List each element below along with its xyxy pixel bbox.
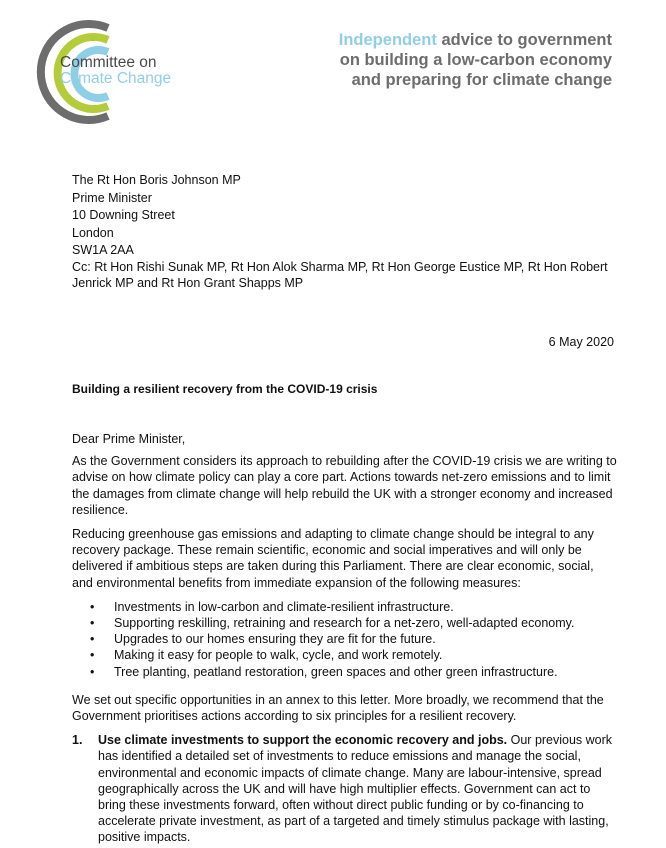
- cc-line: Cc: Rt Hon Rishi Sunak MP, Rt Hon Alok Sharma MP, Rt Hon George Eustice MP, Rt Hon Robert Jenrick MP and Rt Hon Grant Shapps MP: [72, 260, 608, 290]
- principle-number: 1.: [72, 733, 83, 748]
- letter-subject: Building a resilient recovery from the COVID-19 crisis: [72, 382, 378, 396]
- list-item: [90, 664, 617, 680]
- paragraph: Reducing greenhouse gas emissions and adapting to climate change should be integral to any recovery package. These remain scientific, economic and social imperatives and will only be delivered if ambitious steps are taken during this Parliament. There are clear economic, social, and environmental benefits from immediate expansion of the following measures:: [72, 527, 594, 590]
- list-item: [90, 615, 617, 631]
- bullet-icon: •: [90, 599, 95, 614]
- principle-text: Our previous work has identified a detailed set of investments to reduce emissions and manage the social, environmental and economic impacts of climate change. Many are labour-intensive, spread geographically across the UK and will have high multiplier effects. Government can act to bring these investments forward, often without direct public funding or by co-financing to accelerate private investment, as part of a targeted and timely stimulus package with lasting, positive impacts.: [98, 733, 613, 845]
- bullet-icon: •: [90, 616, 95, 631]
- letter-body: [72, 431, 617, 846]
- org-name-line2: Climate Change: [60, 70, 172, 87]
- tagline-line1: advice to government: [436, 31, 612, 49]
- list-item: [90, 647, 617, 663]
- header-tagline: [339, 30, 612, 90]
- recipient-title: Prime Minister: [72, 190, 152, 205]
- list-item: [90, 631, 617, 647]
- bullet-icon: •: [90, 632, 95, 647]
- list-item-text: Making it easy for people to walk, cycle, and work remotely.: [114, 648, 443, 663]
- paragraph: We set out specific opportunities in an annex to this letter. More broadly, we recommend that the Government prioritises actions according to six principles for a resilient recovery.: [72, 692, 604, 724]
- list-item-text: Investments in low-carbon and climate-resilient infrastructure.: [114, 599, 454, 614]
- list-item-text: Supporting reskilling, retraining and research for a net-zero, well-adapted economy.: [114, 616, 575, 631]
- tagline-line3: and preparing for climate change: [351, 71, 612, 89]
- recipient-address: [72, 172, 241, 260]
- principles-list: [72, 732, 617, 845]
- bullet-icon: •: [90, 648, 95, 663]
- list-item: [90, 599, 617, 615]
- org-name-line1: Committee on: [60, 54, 157, 71]
- tagline-line2: on building a low-carbon economy: [339, 51, 612, 69]
- principle-heading: Use climate investments to support the economic recovery and jobs.: [98, 733, 508, 748]
- bullet-icon: •: [90, 664, 95, 679]
- recipient-name: The Rt Hon Boris Johnson MP: [72, 173, 241, 187]
- recipient-street: 10 Downing Street: [72, 208, 175, 222]
- principle-item: [72, 732, 617, 845]
- paragraph: As the Government considers its approach to rebuilding after the COVID-19 crisis we are writing to advise on how climate policy can play a core part. Actions towards net-zero emissions and to limit the damages from climate change will help rebuild the UK with a stronger economy and increased resilience.: [72, 454, 617, 517]
- tagline-highlight: Independent: [338, 31, 437, 49]
- list-item-text: Upgrades to our homes ensuring they are fit for the future.: [114, 632, 436, 647]
- list-item-text: Tree planting, peatland restoration, green spaces and other green infrastructure.: [114, 664, 558, 679]
- recipient-city: London: [72, 225, 114, 240]
- salutation: Dear Prime Minister,: [72, 432, 186, 446]
- recipient-postcode: SW1A 2AA: [72, 243, 134, 257]
- organisation-name: [60, 55, 171, 87]
- letter-date: 6 May 2020: [548, 335, 614, 349]
- measures-list: [72, 599, 617, 680]
